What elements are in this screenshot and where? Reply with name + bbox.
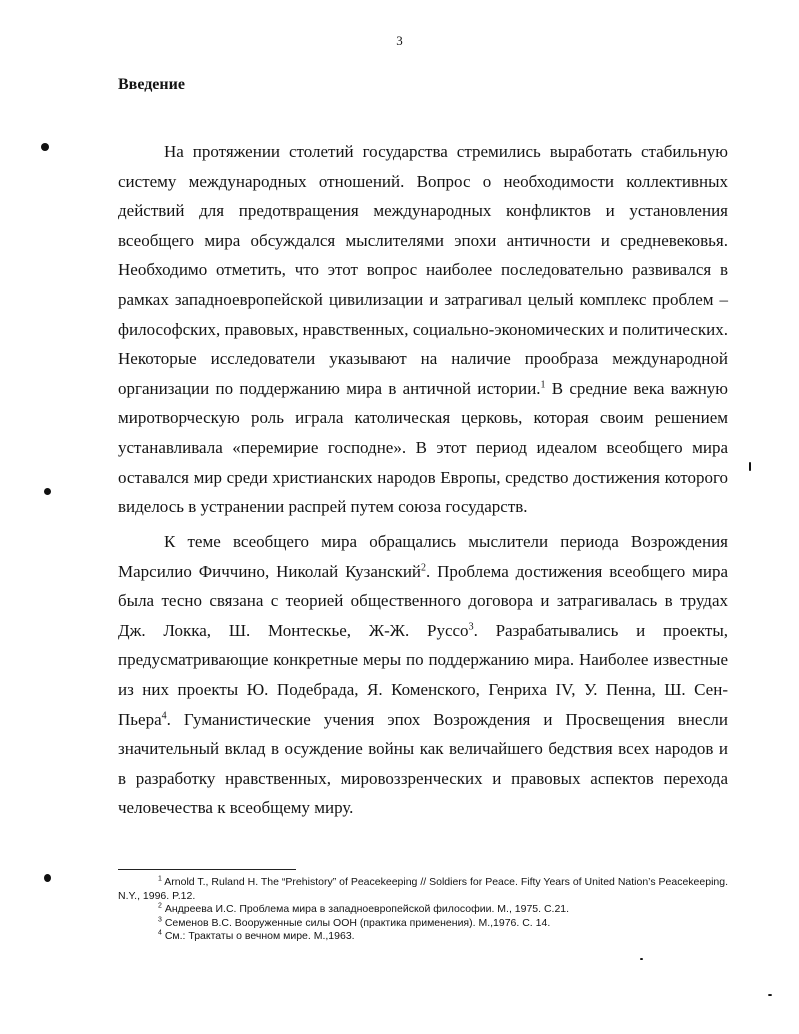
paragraph-2-text-d: . Гуманистические учения эпох Возрождения и Просвещения внесли значительный вклад в осуждение войны как величайшего бедствия всех народов и в разработку нравственных, мировоззренческих и правовых аспектов перехода человечества к всеобщему миру. [118,709,728,818]
footnote-2-text: Андреева И.С. Проблема мира в западноевропейской философии. М., 1975. С.21. [164,903,570,916]
footnote-separator [118,869,296,870]
footnote-2 [118,903,728,917]
scan-speck [44,874,51,882]
footnote-1 [118,876,728,903]
footnote-2-mark: 2 [158,902,162,910]
footnote-1-mark: 1 [158,875,162,883]
footnote-1-text: Arnold T., Ruland H. The “Prehistory” of Peacekeeping // Soldiers for Peace. Fifty Years of United Nation’s Peacekeeping. N.Y., 1996. P.12. [118,876,728,902]
paragraph-1-text-b: В средние века важную миротворческую роль играла католическая церковь, которая своим решением устанавливала «перемирие господне». В этот период идеалом всеобщего мира оставался мир среди христианских народов Европы, средство достижения которого виделось в устранении распрей путем союза государств. [118,378,728,517]
scan-speck [768,994,772,996]
page-number: 3 [396,33,403,48]
scan-speck [41,143,49,151]
footnote-ref-1: 1 [540,379,546,391]
paragraph-1 [118,137,728,522]
scan-speck [640,958,643,960]
paragraph-2-text-c: . Разрабатывались и проекты, предусматривающие конкретные меры по поддержанию мира. Наиболее известные из них проекты Ю. Подебрада, Я. Коменского, Генриха IV, У. Пенна, Ш. Сен-Пьера [118,620,729,729]
footnote-4-text: См.: Трактаты о вечном мире. М.,1963. [164,930,355,943]
scan-speck [749,462,751,471]
paragraph-2-text-b: . Проблема достижения всеобщего мира была тесно связана с теорией общественного договора и затрагивалась в трудах Дж. Локка, Ш. Монтескье, Ж-Ж. Руссо [118,561,728,640]
footnote-3-mark: 3 [158,916,162,924]
footnote-3-text: Семенов В.С. Вооруженные силы ООН (практика применения). М.,1976. С. 14. [164,916,551,929]
footnote-4-mark: 4 [158,929,162,937]
paragraph-2 [118,527,728,823]
footnote-ref-4: 4 [161,709,167,721]
scan-speck [44,488,51,495]
footnotes-list [118,876,728,944]
footnote-3 [118,917,728,931]
paragraph-1-text-a: На протяжении столетий государства стремились выработать стабильную систему международных отношений. Вопрос о необходимости коллективных действий для предотвращения международных конфликтов и установления всеобщего мира обсуждался мыслителями эпохи античности и средневековья. Необходимо отметить, что этот вопрос наиболее последовательно развивался в рамках западноевропейской цивилизации и затрагивал целый комплекс проблем – философских, правовых, нравственных, социально-экономических и политических. Некоторые исследователи указывают на наличие прообраза международной организации по поддержанию мира в античной истории. [118,142,728,398]
paragraph-2-text-a: К теме всеобщего мира обращались мыслители периода Возрождения Марсилио Фиччино, Николай Кузанский [118,532,728,581]
footnote-ref-3: 3 [468,621,474,633]
section-heading: Введение [118,76,185,93]
footnote-4 [118,930,728,944]
footnote-ref-2: 2 [421,561,427,573]
